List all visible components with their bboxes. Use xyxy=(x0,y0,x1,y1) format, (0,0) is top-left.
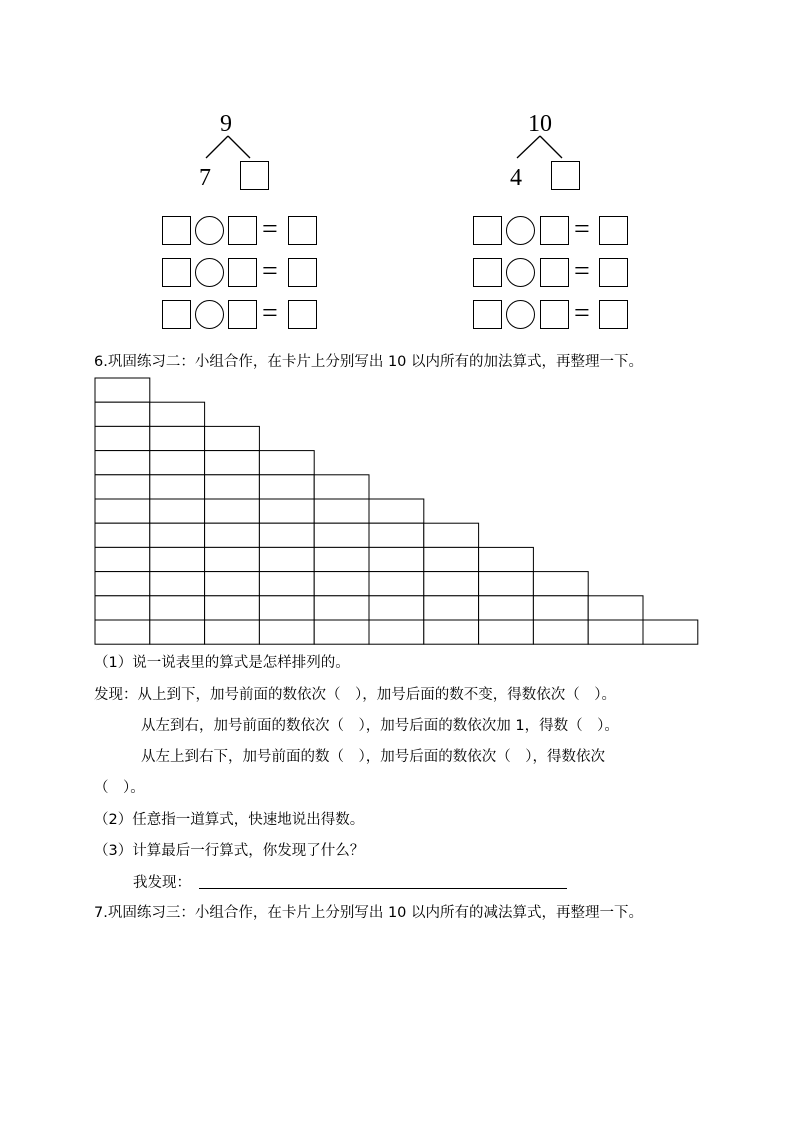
operand-box[interactable] xyxy=(540,258,569,287)
card-cell[interactable] xyxy=(314,523,369,547)
card-cell[interactable] xyxy=(314,572,369,596)
bond-branch-lines xyxy=(512,134,572,164)
operator-circle[interactable] xyxy=(195,216,224,245)
card-cell[interactable] xyxy=(259,547,314,571)
operand-box[interactable] xyxy=(228,258,257,287)
operand-box[interactable] xyxy=(540,216,569,245)
card-cell[interactable] xyxy=(95,475,150,499)
card-cell[interactable] xyxy=(95,402,150,426)
card-cell[interactable] xyxy=(259,572,314,596)
operator-circle[interactable] xyxy=(506,216,535,245)
card-cell[interactable] xyxy=(205,596,260,620)
card-cell[interactable] xyxy=(533,620,588,644)
card-cell[interactable] xyxy=(424,620,479,644)
result-box[interactable] xyxy=(288,300,317,329)
operand-box[interactable] xyxy=(228,300,257,329)
bond-part: 4 xyxy=(510,165,522,191)
card-cell[interactable] xyxy=(205,523,260,547)
card-cell[interactable] xyxy=(150,620,205,644)
bond-total: 10 xyxy=(528,111,552,137)
card-cell[interactable] xyxy=(479,572,534,596)
card-cell[interactable] xyxy=(314,499,369,523)
section-6-heading: 6.巩固练习二：小组合作，在卡片上分别写出 10 以内所有的加法算式，再整理一下。 xyxy=(94,354,644,370)
card-cell[interactable] xyxy=(479,620,534,644)
card-cell[interactable] xyxy=(150,475,205,499)
bond-total: 9 xyxy=(220,111,232,137)
operator-circle[interactable] xyxy=(195,300,224,329)
bond-blank-box[interactable] xyxy=(240,161,269,190)
card-cell[interactable] xyxy=(95,620,150,644)
card-cell[interactable] xyxy=(314,475,369,499)
card-cell[interactable] xyxy=(95,426,150,450)
card-cell[interactable] xyxy=(424,596,479,620)
card-cell[interactable] xyxy=(369,620,424,644)
card-cell[interactable] xyxy=(314,620,369,644)
section-7-heading: 7.巩固练习三：小组合作，在卡片上分别写出 10 以内所有的减法算式，再整理一下。 xyxy=(94,905,644,921)
card-cell[interactable] xyxy=(259,451,314,475)
card-cell[interactable] xyxy=(150,547,205,571)
card-cell[interactable] xyxy=(259,523,314,547)
operand-box[interactable] xyxy=(162,300,191,329)
result-box[interactable] xyxy=(599,216,628,245)
card-cell[interactable] xyxy=(150,596,205,620)
card-cell[interactable] xyxy=(205,451,260,475)
card-cell[interactable] xyxy=(150,499,205,523)
result-box[interactable] xyxy=(599,300,628,329)
card-cell[interactable] xyxy=(150,523,205,547)
card-cell[interactable] xyxy=(369,523,424,547)
equal-sign: = xyxy=(262,298,278,329)
card-cell[interactable] xyxy=(588,596,643,620)
card-cell[interactable] xyxy=(479,596,534,620)
card-cell[interactable] xyxy=(95,547,150,571)
finding-diagonal-continued: （ ）。 xyxy=(94,780,145,796)
card-cell[interactable] xyxy=(95,523,150,547)
card-cell[interactable] xyxy=(424,572,479,596)
card-cell[interactable] xyxy=(150,426,205,450)
equal-sign: = xyxy=(574,256,590,287)
addition-staircase-table xyxy=(94,377,700,645)
operator-circle[interactable] xyxy=(506,258,535,287)
question-2: （2）任意指一道算式，快速地说出得数。 xyxy=(94,812,365,828)
finding-top-to-bottom: 发现：从上到下，加号前面的数依次（ ），加号后面的数不变，得数依次（ ）。 xyxy=(94,687,616,703)
finding-left-to-right: 从左到右，加号前面的数依次（ ），加号后面的数依次加 1，得数（ ）。 xyxy=(141,718,619,734)
card-cell[interactable] xyxy=(95,572,150,596)
operand-box[interactable] xyxy=(162,216,191,245)
card-cell[interactable] xyxy=(424,523,479,547)
card-cell[interactable] xyxy=(95,451,150,475)
my-finding-label: 我发现： xyxy=(133,875,191,891)
bond-blank-box[interactable] xyxy=(551,161,580,190)
result-box[interactable] xyxy=(599,258,628,287)
card-cell[interactable] xyxy=(150,402,205,426)
card-cell[interactable] xyxy=(259,620,314,644)
finding-diagonal: 从左上到右下，加号前面的数（ ），加号后面的数依次（ ），得数依次 xyxy=(141,749,605,765)
equal-sign: = xyxy=(262,256,278,287)
card-cell[interactable] xyxy=(369,547,424,571)
operand-box[interactable] xyxy=(228,216,257,245)
card-cell[interactable] xyxy=(259,596,314,620)
operand-box[interactable] xyxy=(473,258,502,287)
card-cell[interactable] xyxy=(533,572,588,596)
equal-sign: = xyxy=(574,298,590,329)
card-cell[interactable] xyxy=(259,475,314,499)
card-cell[interactable] xyxy=(369,499,424,523)
card-cell[interactable] xyxy=(205,620,260,644)
card-cell[interactable] xyxy=(314,596,369,620)
card-cell[interactable] xyxy=(95,499,150,523)
operator-circle[interactable] xyxy=(506,300,535,329)
card-cell[interactable] xyxy=(95,378,150,402)
operand-box[interactable] xyxy=(473,216,502,245)
card-cell[interactable] xyxy=(205,572,260,596)
card-cell[interactable] xyxy=(150,451,205,475)
card-cell[interactable] xyxy=(95,596,150,620)
card-cell[interactable] xyxy=(479,547,534,571)
card-cell[interactable] xyxy=(588,620,643,644)
result-box[interactable] xyxy=(288,258,317,287)
equal-sign: = xyxy=(262,214,278,245)
card-cell[interactable] xyxy=(259,499,314,523)
question-1: （1）说一说表里的算式是怎样排列的。 xyxy=(94,655,350,671)
operand-box[interactable] xyxy=(162,258,191,287)
bond-branch-lines xyxy=(200,134,260,164)
operand-box[interactable] xyxy=(473,300,502,329)
operator-circle[interactable] xyxy=(195,258,224,287)
card-cell[interactable] xyxy=(205,426,260,450)
card-cell[interactable] xyxy=(205,475,260,499)
bond-part: 7 xyxy=(199,165,211,191)
operand-box[interactable] xyxy=(540,300,569,329)
card-cell[interactable] xyxy=(424,547,479,571)
question-3: （3）计算最后一行算式，你发现了什么？ xyxy=(94,843,365,859)
card-cell[interactable] xyxy=(643,620,698,644)
card-cell[interactable] xyxy=(533,596,588,620)
card-cell[interactable] xyxy=(205,499,260,523)
card-cell[interactable] xyxy=(205,547,260,571)
equal-sign: = xyxy=(574,214,590,245)
card-cell[interactable] xyxy=(150,572,205,596)
my-finding-answer-line[interactable] xyxy=(199,874,567,889)
result-box[interactable] xyxy=(288,216,317,245)
card-cell[interactable] xyxy=(369,572,424,596)
card-cell[interactable] xyxy=(369,596,424,620)
card-cell[interactable] xyxy=(314,547,369,571)
